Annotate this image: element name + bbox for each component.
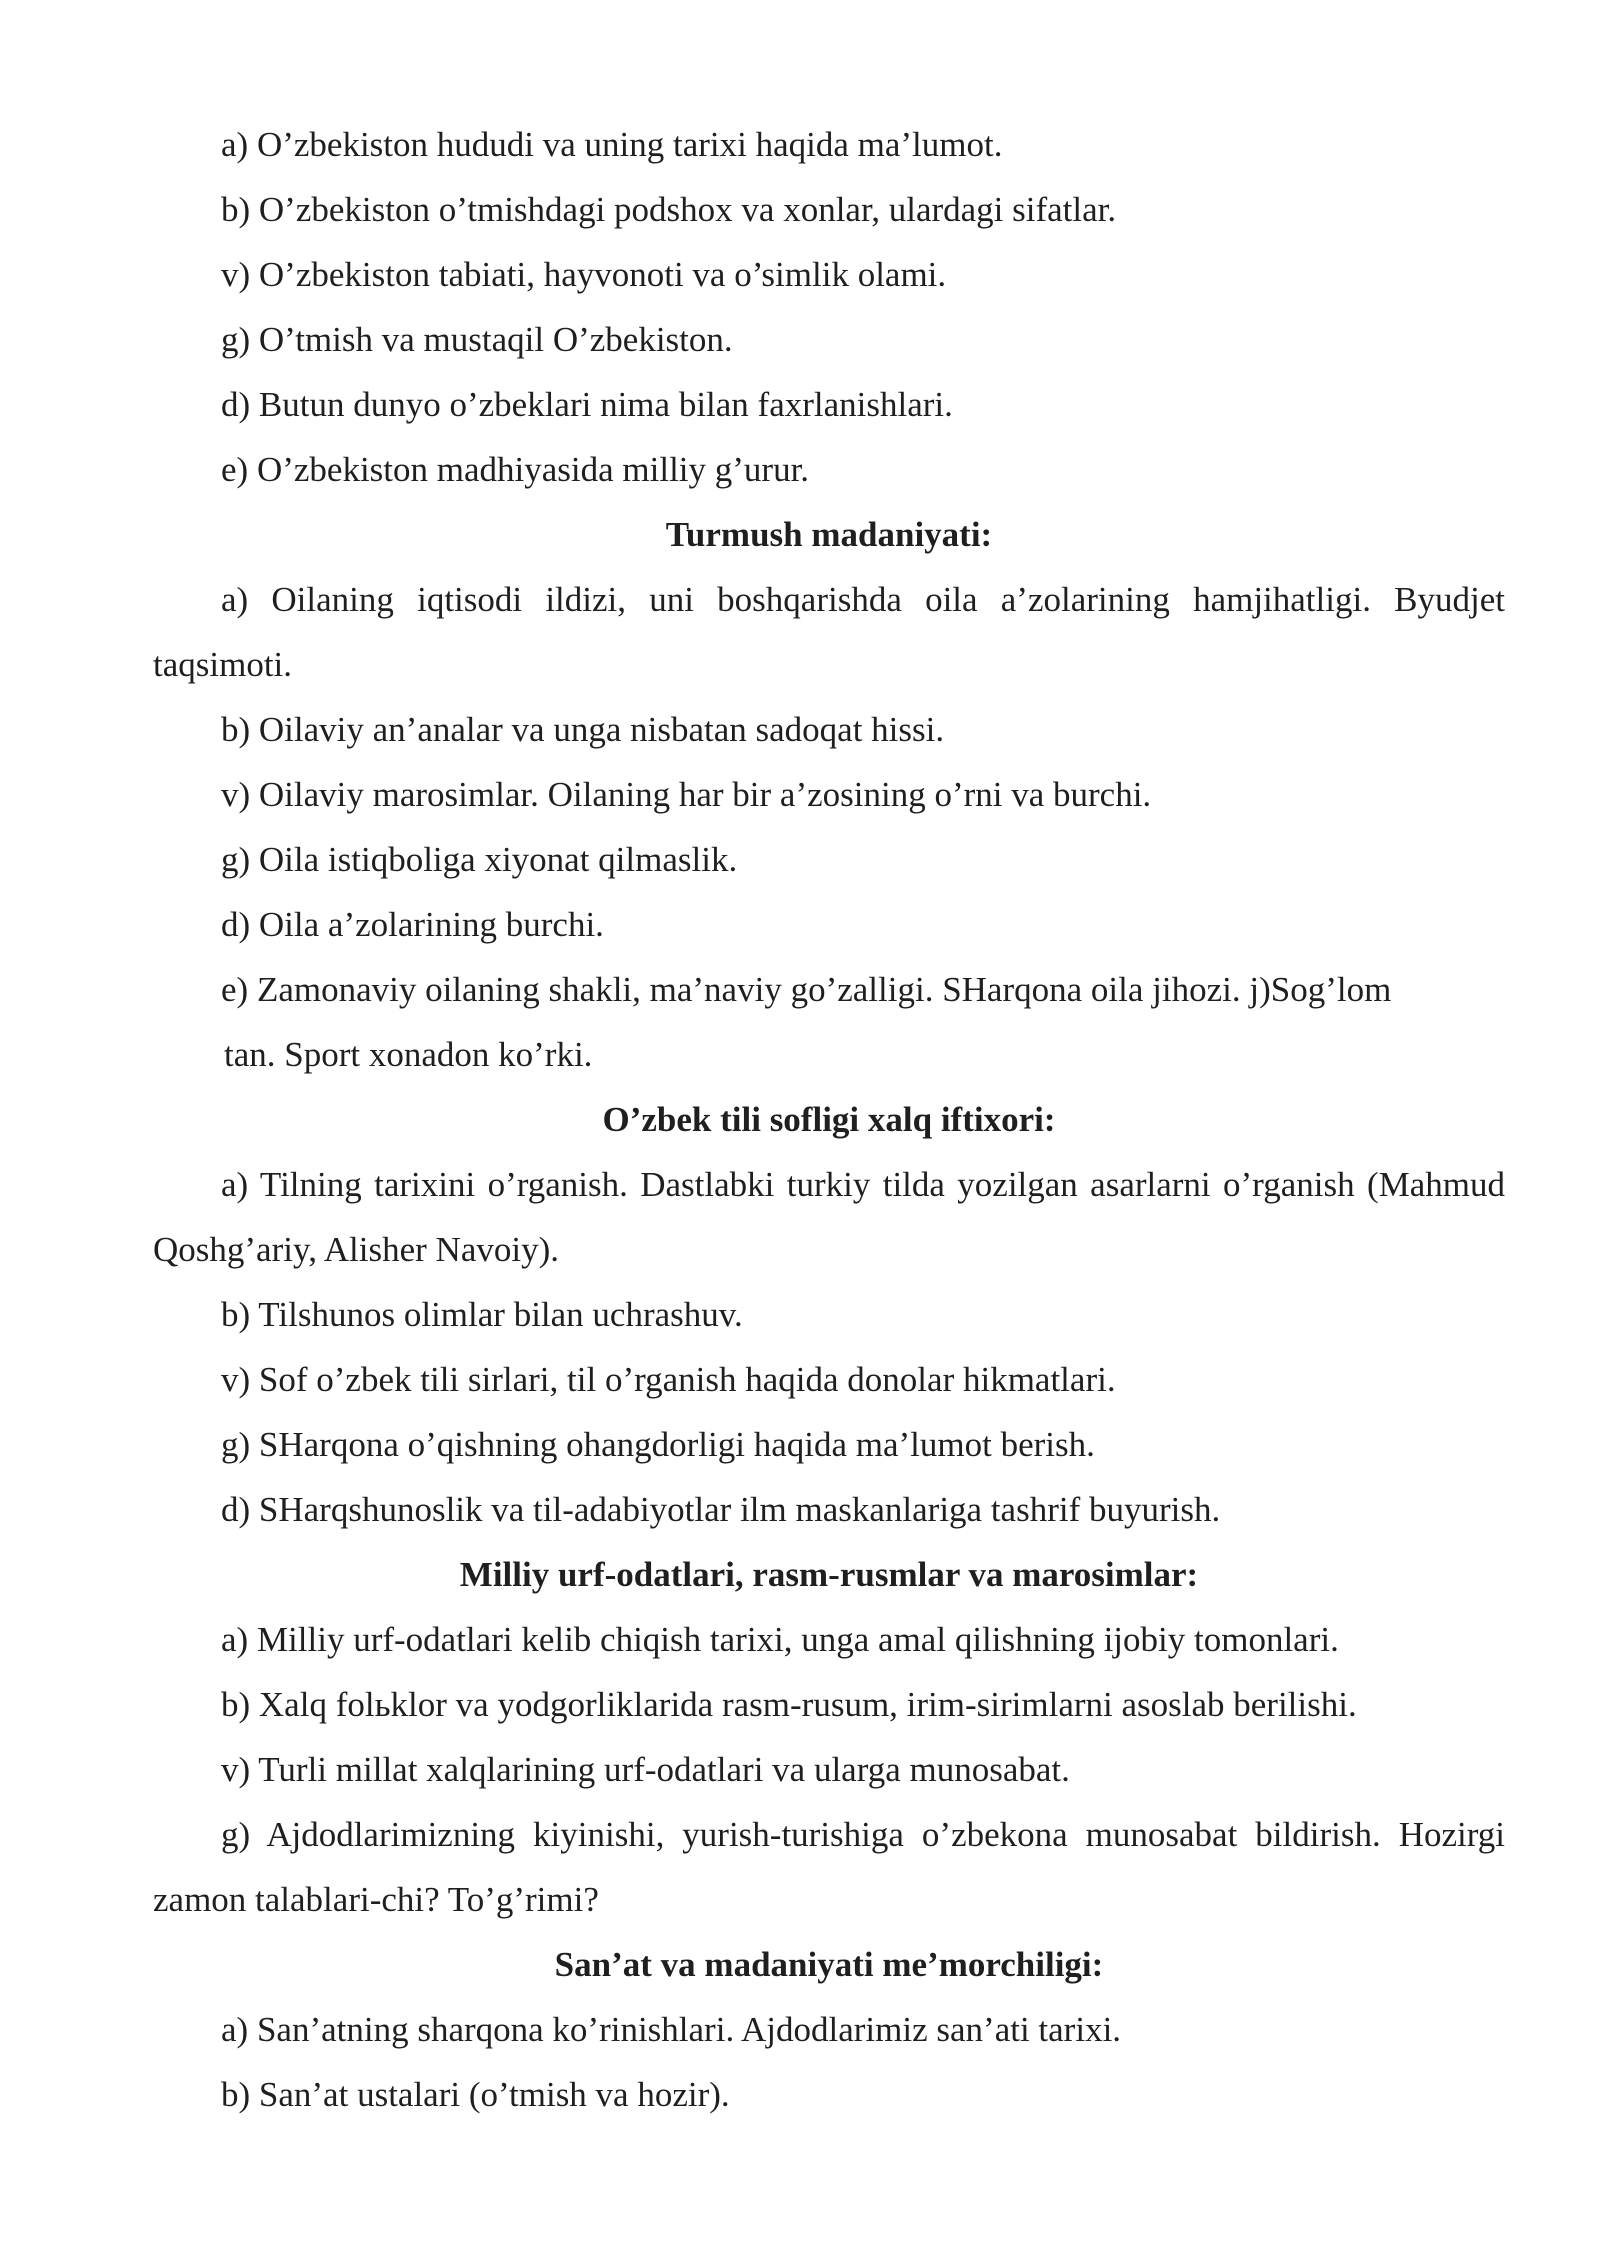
list-item: g) Ajdodlarimizning kiyinishi, yurish-turishiga o’zbekona munosabat bildirish. Hozirgi zamon talablari-chi? To’g’rimi? bbox=[153, 1815, 1505, 1919]
list-item: b) Tilshunos olimlar bilan uchrashuv. bbox=[221, 1295, 743, 1334]
list-item: a) San’atning sharqona ko’rinishlari. Ajdodlarimiz san’ati tarixi. bbox=[221, 2010, 1122, 2049]
list-item: b) San’at ustalari (o’tmish va hozir). bbox=[221, 2075, 730, 2114]
list-item: b) Xalq folьklor va yodgorliklarida rasm-rusum, irim-sirimlarni asoslab berilishi. bbox=[221, 1685, 1357, 1724]
section-heading: San’at va madaniyati me’morchiligi: bbox=[554, 1945, 1104, 1984]
list-item: a) Milliy urf-odatlari kelib chiqish tarixi, unga amal qilishning ijobiy tomonlari. bbox=[221, 1620, 1339, 1659]
list-item: e) O’zbekiston madhiyasida milliy g’urur. bbox=[221, 450, 810, 489]
list-item: d) Butun dunyo o’zbeklari nima bilan faxrlanishlari. bbox=[221, 385, 953, 424]
list-item: v) Oilaviy marosimlar. Oilaning har bir a’zosining o’rni va burchi. bbox=[221, 775, 1152, 814]
list-item: g) SHarqona o’qishning ohangdorligi haqida ma’lumot berish. bbox=[221, 1425, 1095, 1464]
section-heading: O’zbek tili sofligi xalq iftixori: bbox=[602, 1100, 1056, 1139]
list-item: v) Turli millat xalqlarining urf-odatlari va ularga munosabat. bbox=[221, 1750, 1070, 1789]
list-item: g) O’tmish va mustaqil O’zbekiston. bbox=[221, 320, 733, 359]
list-item: v) Sof o’zbek tili sirlari, til o’rganish haqida donolar hikmatlari. bbox=[221, 1360, 1116, 1399]
list-item: v) O’zbekiston tabiati, hayvonoti va o’simlik olami. bbox=[221, 255, 947, 294]
section-heading: Milliy urf-odatlari, rasm-rusmlar va marosimlar: bbox=[459, 1555, 1199, 1594]
list-item: a) Oilaning iqtisodi ildizi, uni boshqarishda oila a’zolarining hamjihatligi. Byudjet taqsimoti. bbox=[153, 580, 1505, 684]
list-item: b) Oilaviy an’analar va unga nisbatan sadoqat hissi. bbox=[221, 710, 945, 749]
list-item: e) Zamonaviy oilaning shakli, ma’naviy go’zalligi. SHarqona oila jihozi. j)Sog’lom bbox=[221, 970, 1392, 1009]
list-item-continuation: tan. Sport xonadon ko’rki. bbox=[224, 1035, 593, 1074]
list-item: g) Oila istiqboliga xiyonat qilmaslik. bbox=[221, 840, 738, 879]
list-item: d) SHarqshunoslik va til-adabiyotlar ilm maskanlariga tashrif buyurish. bbox=[221, 1490, 1221, 1529]
list-item: b) O’zbekiston o’tmishdagi podshox va xonlar, ulardagi sifatlar. bbox=[221, 190, 1117, 229]
section-heading: Turmush madaniyati: bbox=[665, 515, 993, 554]
document-body bbox=[153, 112, 1505, 2127]
list-item: d) Oila a’zolarining burchi. bbox=[221, 905, 604, 944]
list-item: a) O’zbekiston hududi va uning tarixi haqida ma’lumot. bbox=[221, 125, 1003, 164]
list-item: a) Tilning tarixini o’rganish. Dastlabki turkiy tilda yozilgan asarlarni o’rganish (Mahmud Qoshg’ariy, Alisher Navoiy). bbox=[153, 1165, 1505, 1269]
